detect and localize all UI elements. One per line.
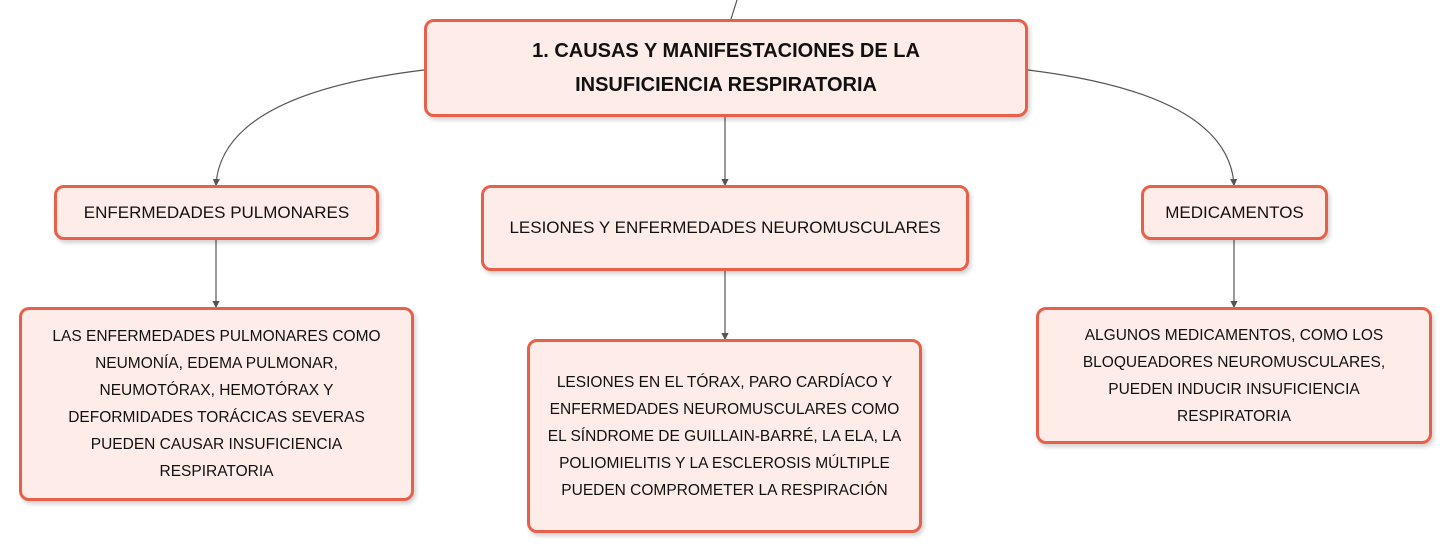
branch-node-lesiones-neuromusculares[interactable] xyxy=(481,185,969,271)
root-topic-title: 1. CAUSAS Y MANIFESTACIONES DE LA INSUFICIENCIA RESPIRATORIA xyxy=(532,40,920,96)
branch-label-lesiones-neuromusculares: LESIONES Y ENFERMEDADES NEUROMUSCULARES xyxy=(509,218,941,237)
detail-node-enfermedades-pulmonares[interactable] xyxy=(19,307,414,501)
detail-text-lesiones-neuromusculares: LESIONES EN EL TÓRAX, PARO CARDÍACO Y ENFERMEDADES NEUROMUSCULARES COMO EL SÍNDROME DE GUILLAIN-BARRÉ, LA ELA, LA POLIOMIELITIS Y LA ESCLEROSIS MÚLTIPLE PUEDEN COMPROMETER LA RESPIRACIÓN xyxy=(547,373,902,499)
detail-node-lesiones-neuromusculares[interactable] xyxy=(527,339,922,533)
connector-incoming xyxy=(731,0,737,19)
branch-label-medicamentos: MEDICAMENTOS xyxy=(1165,202,1304,222)
branch-node-medicamentos[interactable] xyxy=(1141,185,1328,240)
root-topic-node[interactable] xyxy=(424,19,1028,117)
detail-node-medicamentos[interactable] xyxy=(1036,307,1432,444)
detail-text-enfermedades-pulmonares: LAS ENFERMEDADES PULMONARES COMO NEUMONÍA, EDEMA PULMONAR, NEUMOTÓRAX, HEMOTÓRAX Y DEFORMIDADES TORÁCICAS SEVERAS PUEDEN CAUSAR INSUFICIENCIA RESPIRATORIA xyxy=(52,328,381,480)
detail-text-medicamentos: ALGUNOS MEDICAMENTOS, COMO LOS BLOQUEADORES NEUROMUSCULARES, PUEDEN INDUCIR INSUFICIENCIA RESPIRATORIA xyxy=(1082,326,1386,425)
branch-label-enfermedades-pulmonares: ENFERMEDADES PULMONARES xyxy=(83,202,350,222)
connector-root-to-pulmonares xyxy=(216,70,424,185)
branch-node-enfermedades-pulmonares[interactable] xyxy=(54,185,379,240)
connector-root-to-medicamentos xyxy=(1028,70,1234,185)
